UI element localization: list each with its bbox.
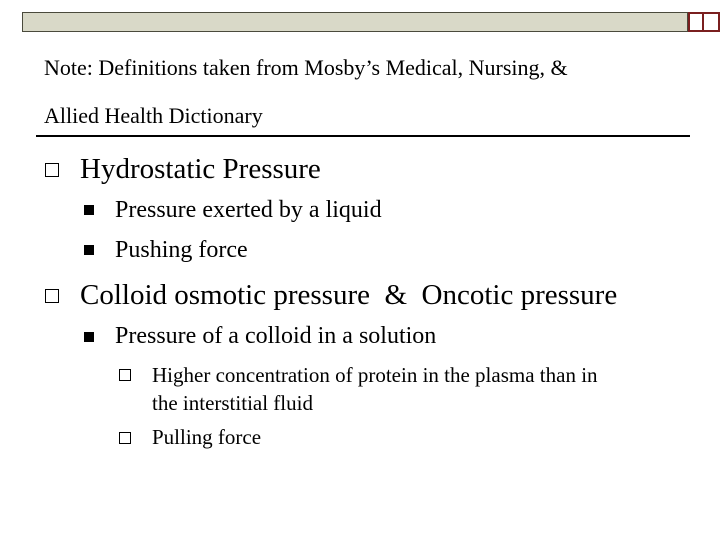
sub-bullet-pressure-exerted: Pressure exerted by a liquid — [115, 197, 382, 223]
sub-sub-bullet-higher-concentration — [152, 361, 598, 417]
top-decorative-bar — [22, 12, 688, 32]
sub-bullet-pushing-force: Pushing force — [115, 237, 248, 263]
corner-square-icon — [702, 12, 720, 32]
filled-square-bullet-icon — [84, 205, 94, 215]
filled-square-bullet-icon — [84, 332, 94, 342]
title-line-2: Allied Health Dictionary — [44, 103, 263, 128]
filled-square-bullet-icon — [84, 245, 94, 255]
sub-bullet-pressure-of-colloid: Pressure of a colloid in a solution — [115, 323, 437, 349]
sub-sub-bullet-line-2: the interstitial fluid — [152, 391, 313, 415]
bullet-colloid-osmotic-pressure: Colloid osmotic pressure & Oncotic pressure — [80, 279, 618, 311]
hollow-square-bullet-icon — [45, 289, 59, 303]
hollow-square-bullet-icon — [119, 369, 131, 381]
title-line-1: Note: Definitions taken from Mosby’s Medical, Nursing, & — [44, 55, 568, 80]
sub-sub-bullet-pulling-force: Pulling force — [152, 425, 262, 449]
sub-sub-bullet-line-1: Higher concentration of protein in the plasma than in — [152, 363, 598, 387]
bullet-hydrostatic-pressure: Hydrostatic Pressure — [80, 153, 321, 185]
hollow-square-bullet-icon — [45, 163, 59, 177]
hollow-square-bullet-icon — [119, 432, 131, 444]
title-divider — [36, 135, 690, 137]
slide-title — [44, 44, 664, 140]
